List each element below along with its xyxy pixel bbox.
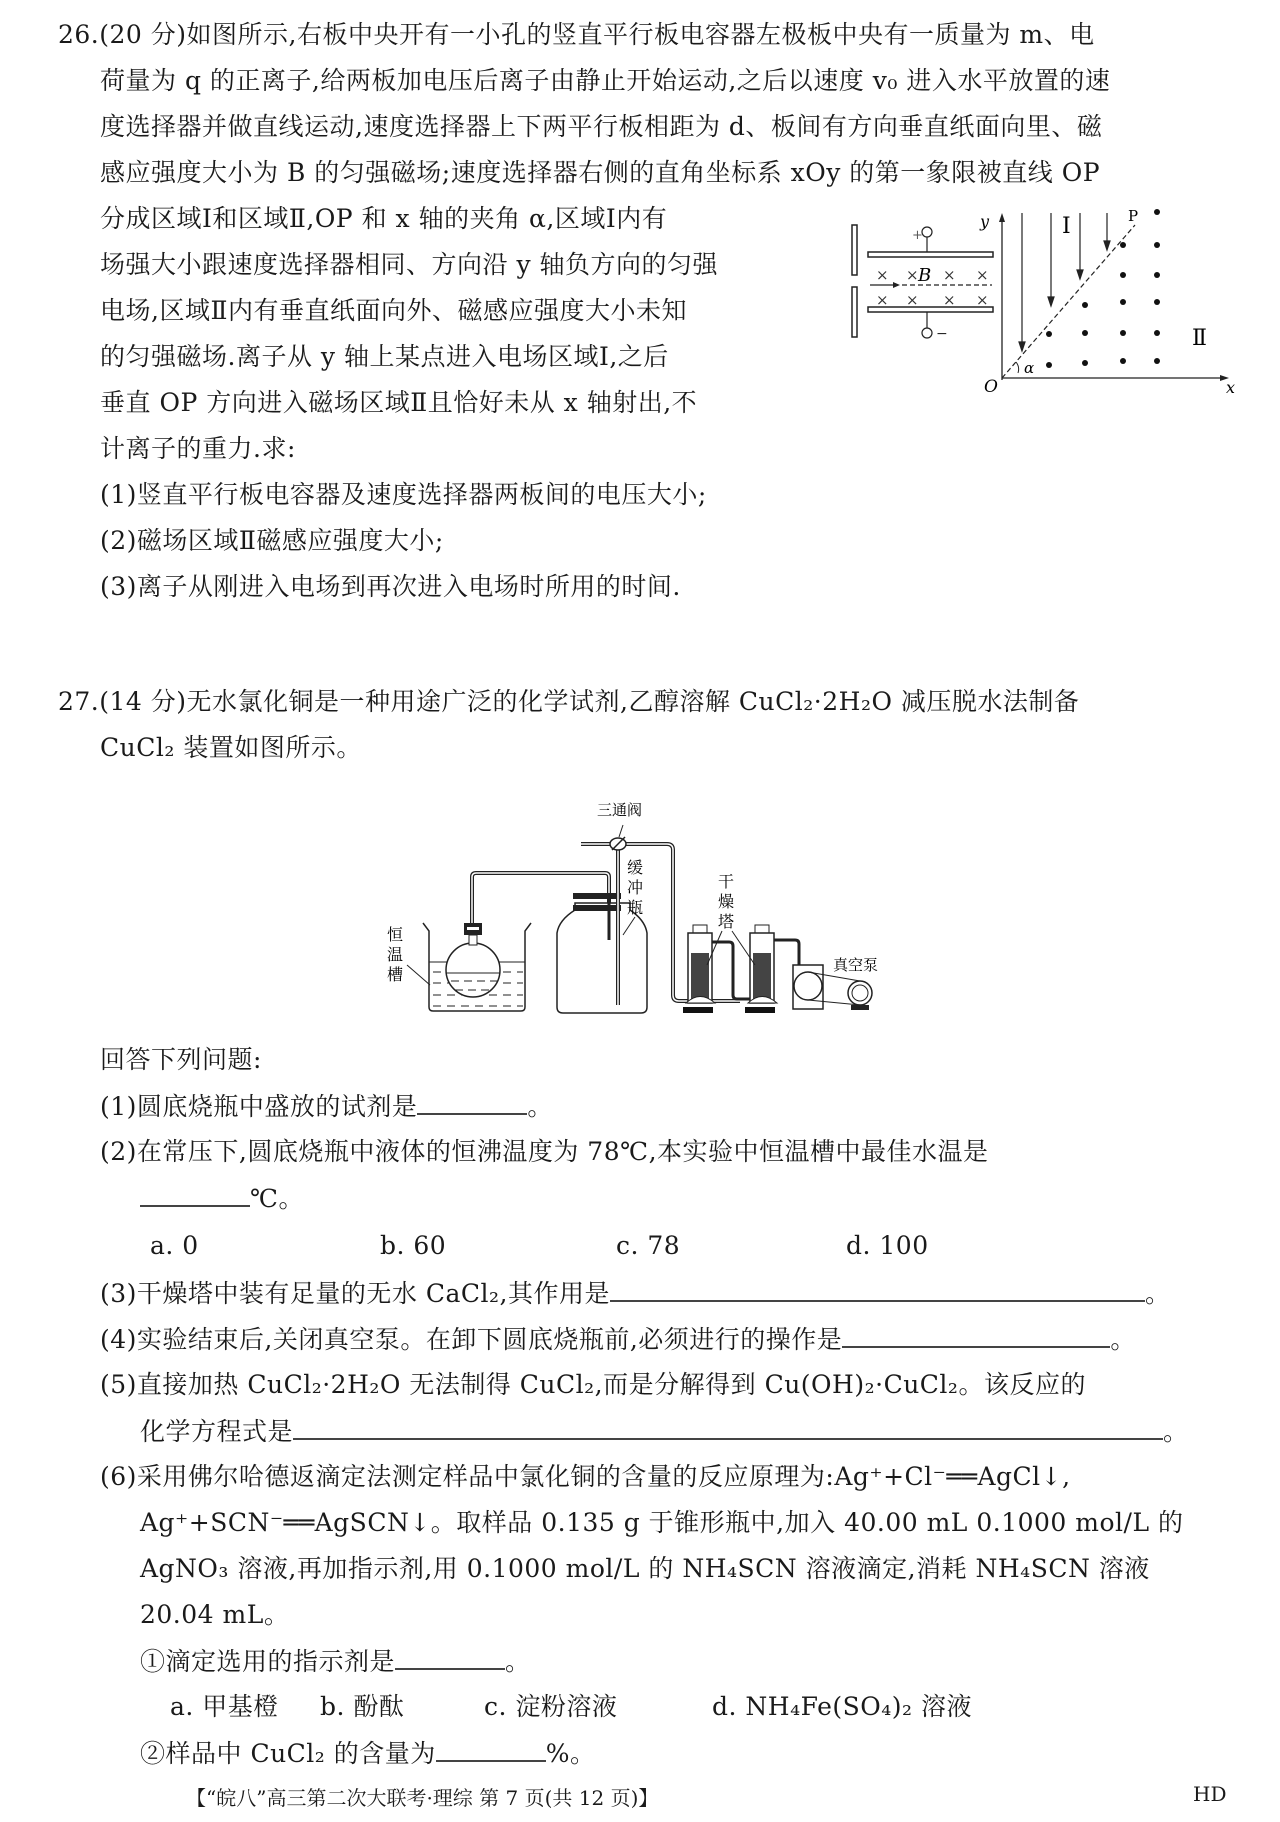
bath-label-1: 恒: [387, 925, 404, 944]
options-2: [150, 1231, 929, 1261]
q26-sub-1: (1)竖直平行板电容器及速度选择器两板间的电压大小;: [100, 480, 707, 509]
q26-line-4: 感应强度大小为 B 的匀强磁场;速度选择器右侧的直角坐标系 xOy 的第一象限被直线 OP: [100, 158, 1101, 187]
period: 。: [527, 1092, 553, 1121]
q26-line-9: 垂直 OP 方向进入磁场区域Ⅱ且恰好未从 x 轴射出,不: [100, 388, 698, 417]
answer-blank-2[interactable]: [140, 1183, 250, 1207]
option-c: c. 78: [616, 1231, 681, 1260]
option-a: a. 甲基橙: [170, 1692, 279, 1721]
positive-terminal: [922, 227, 932, 237]
bath-label-2: 温: [387, 945, 404, 964]
valve-label: 三通阀: [597, 801, 643, 819]
q27-prompt: 回答下列问题:: [100, 1045, 262, 1074]
part-3-text: (3)干燥塔中装有足量的无水 CaCl₂,其作用是: [100, 1279, 610, 1308]
region-II-label: Ⅱ: [1192, 326, 1207, 351]
q27-score: (14 分): [99, 687, 187, 716]
answer-blank-5[interactable]: [293, 1416, 1163, 1440]
q27-part-3: [100, 1278, 1171, 1309]
dryer-label-2: 燥: [718, 892, 735, 911]
q27-part-6b: Ag⁺+SCN⁻══AgSCN↓。取样品 0.135 g 于锥形瓶中,加入 40.00 mL 0.1000 mol/L 的: [140, 1508, 1184, 1537]
svg-text:×: ×: [906, 266, 919, 284]
part-4-text: (4)实验结束后,关闭真空泵。在卸下圆底烧瓶前,必须进行的操作是: [100, 1325, 843, 1354]
bath-label-3: 槽: [387, 965, 404, 984]
svg-text:×: ×: [876, 291, 889, 309]
q26-line-3: 度选择器并做直线运动,速度选择器上下两平行板相距为 d、板间有方向垂直纸面向里、磁: [100, 112, 1103, 141]
option-b: b. 酚酞: [320, 1692, 405, 1721]
selector-top-plate: [868, 252, 993, 257]
q27-line-2: CuCl₂ 装置如图所示。: [100, 733, 362, 762]
answer-blank-1[interactable]: [417, 1091, 527, 1115]
answer-blank-7[interactable]: [436, 1738, 546, 1762]
q27-sub-1: [140, 1646, 531, 1677]
magnetic-field-into-page: [876, 266, 989, 309]
sub-2-text: ②样品中 CuCl₂ 的含量为: [140, 1739, 436, 1768]
answer-blank-3[interactable]: [610, 1278, 1145, 1302]
q27-part-1: [100, 1091, 553, 1122]
q27-sub-2: [140, 1738, 596, 1769]
buffer-label-3: 瓶: [627, 898, 644, 917]
q27-part-5: (5)直接加热 CuCl₂·2H₂O 无法制得 CuCl₂,而是分解得到 Cu(OH)₂·CuCl₂。该反应的: [100, 1370, 1086, 1399]
part-5b-text: 化学方程式是: [140, 1417, 294, 1446]
q27-part-6a: (6)采用佛尔哈德返滴定法测定样品中氯化铜的含量的反应原理为:Ag⁺+Cl⁻══AgCl↓,: [100, 1462, 1071, 1491]
q26-number: 26.: [58, 20, 100, 49]
options-6: [170, 1692, 972, 1722]
dryer-label-3: 塔: [718, 912, 735, 931]
buffer-label-2: 冲: [627, 878, 644, 897]
x-axis-label: x: [1226, 378, 1236, 395]
region-I-label: Ⅰ: [1062, 214, 1071, 239]
percent-unit: %。: [545, 1739, 596, 1768]
q27-part-5b: [140, 1416, 1189, 1447]
part-1-text: (1)圆底烧瓶中盛放的试剂是: [100, 1092, 418, 1121]
buffer-label-1: 缓: [627, 858, 644, 877]
page-footer: 【“皖八”高三第二次大联考·理综 第 7 页(共 12 页)】: [186, 1786, 659, 1810]
pump-label: 真空泵: [833, 956, 879, 974]
svg-text:×: ×: [876, 266, 889, 284]
svg-text:×: ×: [976, 291, 989, 309]
q26-line-5: 分成区域Ⅰ和区域Ⅱ,OP 和 x 轴的夹角 α,区域Ⅰ内有: [100, 204, 668, 233]
q26-text: 如图所示,右板中央开有一小孔的竖直平行板电容器左极板中央有一质量为 m、电: [186, 20, 1095, 49]
q27-part-6c: AgNO₃ 溶液,再加指示剂,用 0.1000 mol/L 的 NH₄SCN 溶液滴定,消耗 NH₄SCN 溶液: [140, 1554, 1150, 1583]
option-a: a. 0: [150, 1231, 199, 1260]
answer-blank-6[interactable]: [395, 1646, 505, 1670]
option-d: d. NH₄Fe(SO₄)₂ 溶液: [712, 1692, 972, 1721]
option-b: b. 60: [380, 1231, 447, 1260]
period: 。: [1110, 1325, 1136, 1354]
apparatus-figure: [385, 785, 940, 1020]
q27-line-1: [58, 687, 1079, 717]
answer-blank-4[interactable]: [842, 1324, 1110, 1348]
q26-line-8: 的匀强磁场.离子从 y 轴上某点进入电场区域Ⅰ,之后: [100, 342, 669, 371]
option-d: d. 100: [846, 1231, 929, 1260]
drying-tower-1: [683, 925, 715, 1013]
dryer-label-1: 干: [718, 872, 735, 891]
q26-line-6: 场强大小跟速度选择器相同、方向沿 y 轴负方向的匀强: [100, 250, 719, 279]
B-label: B: [918, 265, 932, 286]
negative-terminal: [922, 328, 932, 338]
q26-line-2: 荷量为 q 的正离子,给两板加电压后离子由静止开始运动,之后以速度 v₀ 进入水平放置的速: [100, 66, 1111, 95]
svg-text:×: ×: [943, 266, 956, 284]
q26-line-10: 计离子的重力.求:: [100, 434, 296, 463]
svg-text:×: ×: [943, 291, 956, 309]
capacitor-left-plate-bottom: [852, 287, 857, 337]
footer-code: HD: [1193, 1782, 1227, 1806]
q26-sub-2: (2)磁场区域Ⅱ磁感应强度大小;: [100, 526, 444, 555]
q26-score: (20 分): [99, 20, 187, 49]
physics-figure: [830, 195, 1240, 395]
capacitor-left-plate-top: [852, 225, 857, 275]
origin-label: O: [984, 377, 998, 395]
sub-1-text: ①滴定选用的指示剂是: [140, 1647, 396, 1676]
alpha-label: α: [1024, 359, 1035, 377]
round-bottom-flask: [446, 943, 500, 997]
q27-intro: 无水氯化铜是一种用途广泛的化学试剂,乙醇溶解 CuCl₂·2H₂O 减压脱水法制备: [186, 687, 1080, 716]
q27-part-2b: [140, 1183, 304, 1214]
minus-label: −: [936, 326, 948, 342]
option-c: c. 淀粉溶液: [484, 1692, 618, 1721]
q27-number: 27.: [58, 687, 100, 716]
q27-part-4: [100, 1324, 1136, 1355]
celsius-unit: ℃。: [250, 1184, 304, 1213]
y-axis-label: y: [980, 212, 990, 231]
svg-text:×: ×: [906, 291, 919, 309]
plus-label: +: [912, 228, 923, 243]
svg-text:×: ×: [976, 266, 989, 284]
period: 。: [505, 1647, 531, 1676]
q26-sub-3: (3)离子从刚进入电场到再次进入电场时所用的时间.: [100, 572, 681, 601]
q26-line-1: [58, 20, 1095, 50]
q26-line-7: 电场,区域Ⅱ内有垂直纸面向外、磁感应强度大小未知: [100, 296, 687, 325]
q27-part-6d: 20.04 mL。: [140, 1600, 290, 1629]
period: 。: [1163, 1417, 1189, 1446]
q27-part-2: (2)在常压下,圆底烧瓶中液体的恒沸温度为 78℃,本实验中恒温槽中最佳水温是: [100, 1137, 989, 1166]
period: 。: [1145, 1279, 1171, 1308]
P-label: P: [1128, 207, 1139, 225]
